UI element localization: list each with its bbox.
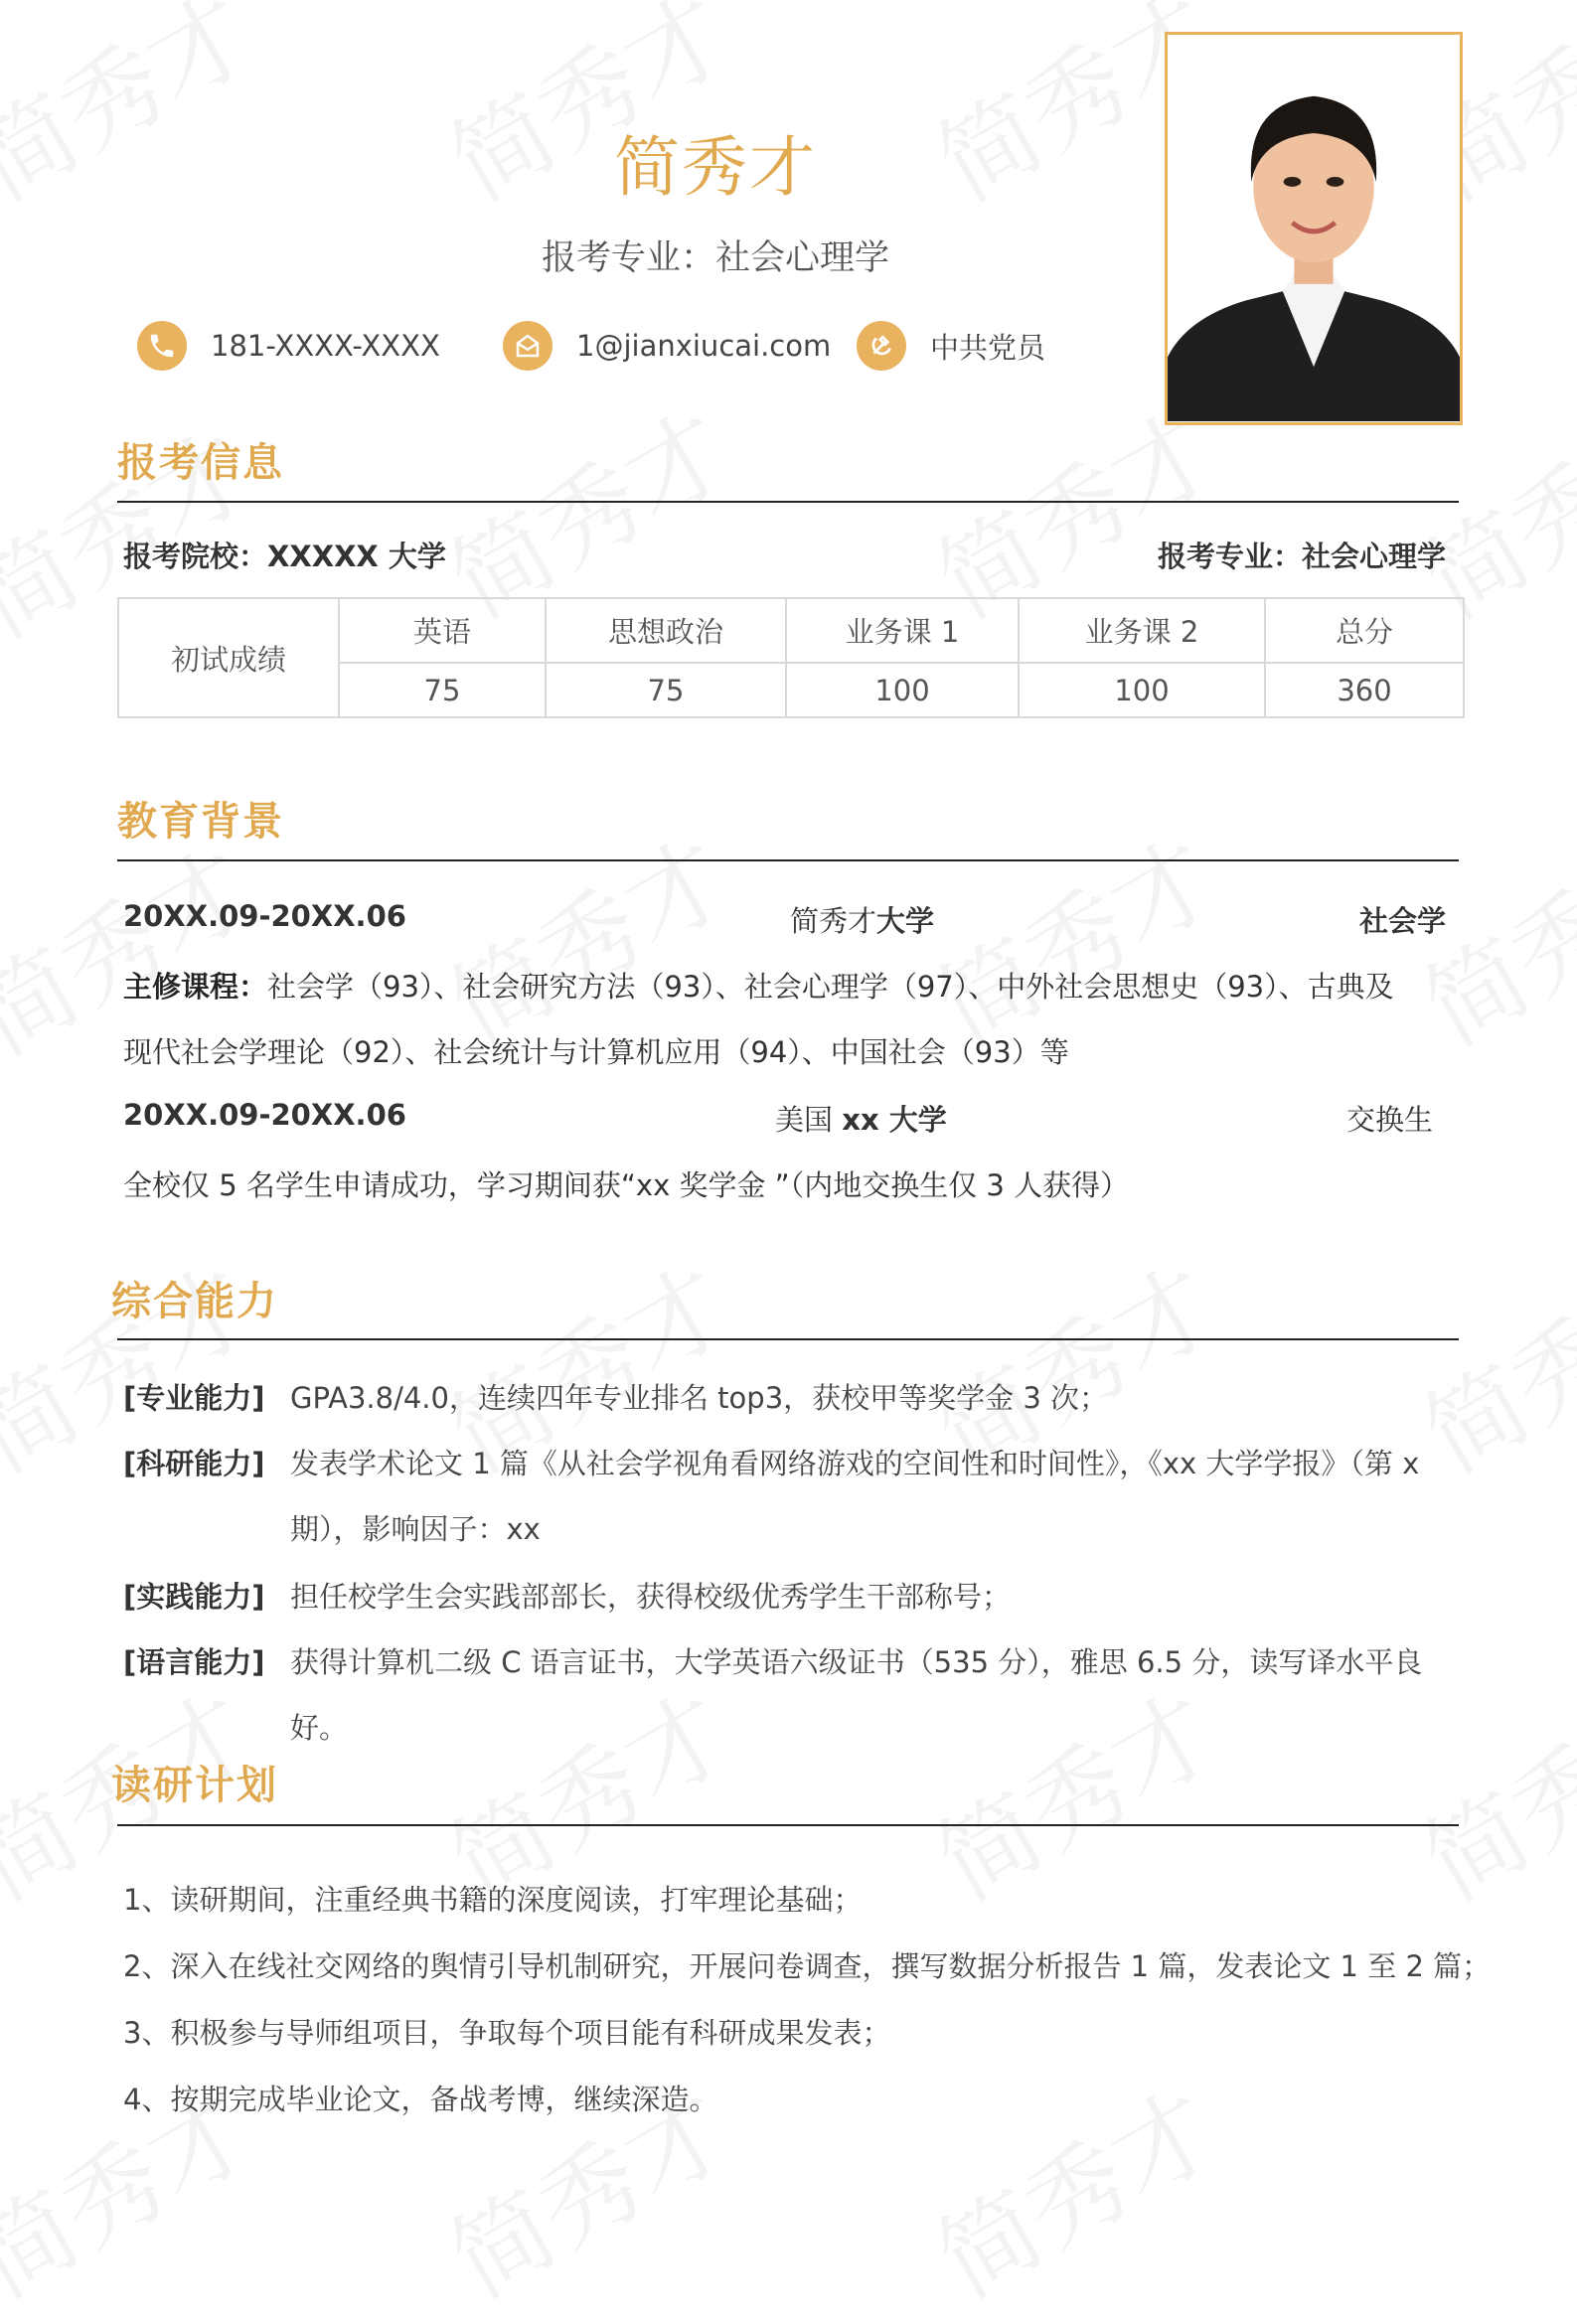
phone-number: 181-XXXX-XXXX [211, 329, 440, 363]
skill-label: [实践能力] [123, 1580, 265, 1614]
person-silhouette-icon [1168, 35, 1460, 422]
plan-item: 4、按期完成毕业论文，备战考博，继续深造。 [123, 2083, 718, 2116]
score-header: 英语 [339, 598, 546, 663]
score-header: 思想政治 [546, 598, 786, 663]
edu-courses: 主修课程：社会学（93）、社会研究方法（93）、社会心理学（97）、中外社会思想史（93）、古典及 现代社会学理论（92）、社会统计与计算机应用（94）、中国社会（93）等 [123, 970, 1394, 1069]
skill-label: [专业能力] [123, 1381, 265, 1415]
edu-school: 美国 xx 大学 [775, 1103, 947, 1137]
skill-text: GPA3.8/4.0，连续四年专业排名 top3，获校甲等奖学金 3 次； [290, 1381, 1109, 1415]
skill-item [123, 1564, 1463, 1629]
edu-date: 20XX.09-20XX.06 [123, 1098, 406, 1132]
watermark [0, 0, 274, 228]
score-header: 业务课 1 [786, 598, 1019, 663]
target-major-detail: 报考专业：社会心理学 [1157, 540, 1446, 573]
score-value: 360 [1265, 663, 1464, 717]
section-divider [117, 1824, 1459, 1826]
candidate-name: 简秀才 [614, 129, 817, 206]
watermark [908, 2052, 1238, 2324]
skill-text: 担任校学生会实践部部长，获得校级优秀学生干部称号； [290, 1580, 1012, 1614]
contact-political [857, 318, 1045, 374]
target-school: 报考院校：XXXXX 大学 [123, 540, 446, 573]
score-header: 业务课 2 [1019, 598, 1265, 663]
plan-item: 2、深入在线社交网络的舆情引导机制研究，开展问卷调查，撰写数据分析报告 1 篇，发表论文 1 至 2 篇； [123, 1949, 1492, 1983]
party-emblem-icon [857, 321, 906, 371]
plan-item: 1、读研期间，注重经典书籍的深度阅读，打牢理论基础； [123, 1883, 863, 1917]
profile-photo [1165, 32, 1463, 425]
score-row-label: 初试成绩 [118, 598, 339, 717]
plan-item: 3、积极参与导师组项目，争取每个项目能有科研成果发表； [123, 2016, 891, 2050]
skill-text: 获得计算机二级 C 语言证书，大学英语六级证书（535 分），雅思 6.5 分，读写译水平良好。 [290, 1645, 1423, 1745]
skill-label: [科研能力] [123, 1447, 265, 1480]
mail-icon [503, 321, 552, 371]
score-header: 总分 [1265, 598, 1464, 663]
skill-item [123, 1629, 1463, 1761]
phone-icon [137, 321, 187, 371]
political-status: 中共党员 [930, 330, 1046, 365]
section-title-education: 教育背景 [117, 799, 284, 845]
skill-text: 发表学术论文 1 篇《从社会学视角看网络游戏的空间性和时间性》，《xx 大学学报》（第 x 期），影响因子：xx [290, 1447, 1420, 1546]
skill-item [123, 1365, 1463, 1431]
score-table [117, 597, 1465, 718]
score-value: 75 [339, 663, 546, 717]
section-title-plan: 读研计划 [111, 1763, 278, 1808]
edu-date: 20XX.09-20XX.06 [123, 899, 406, 933]
section-title-skills: 综合能力 [111, 1279, 278, 1324]
section-divider [117, 501, 1459, 503]
target-major: 报考专业：社会心理学 [541, 238, 889, 278]
score-value: 100 [786, 663, 1019, 717]
contact-phone [137, 318, 440, 374]
section-divider [117, 859, 1459, 861]
section-divider [117, 1338, 1459, 1340]
edu-role: 社会学 [1358, 904, 1446, 938]
email-address[interactable]: 1@jianxiucai.com [576, 329, 832, 363]
skill-label: [语言能力] [123, 1645, 265, 1679]
edu-school: 简秀才大学 [790, 904, 935, 938]
score-value: 75 [546, 663, 786, 717]
edu-role: 交换生 [1345, 1103, 1433, 1137]
contact-email [503, 318, 831, 374]
score-value: 100 [1019, 663, 1265, 717]
section-title-apply: 报考信息 [117, 440, 284, 486]
edu-desc: 全校仅 5 名学生申请成功，学习期间获“xx 奖学金 ”（内地交换生仅 3 人获得） [123, 1168, 1130, 1202]
skill-item [123, 1431, 1463, 1562]
